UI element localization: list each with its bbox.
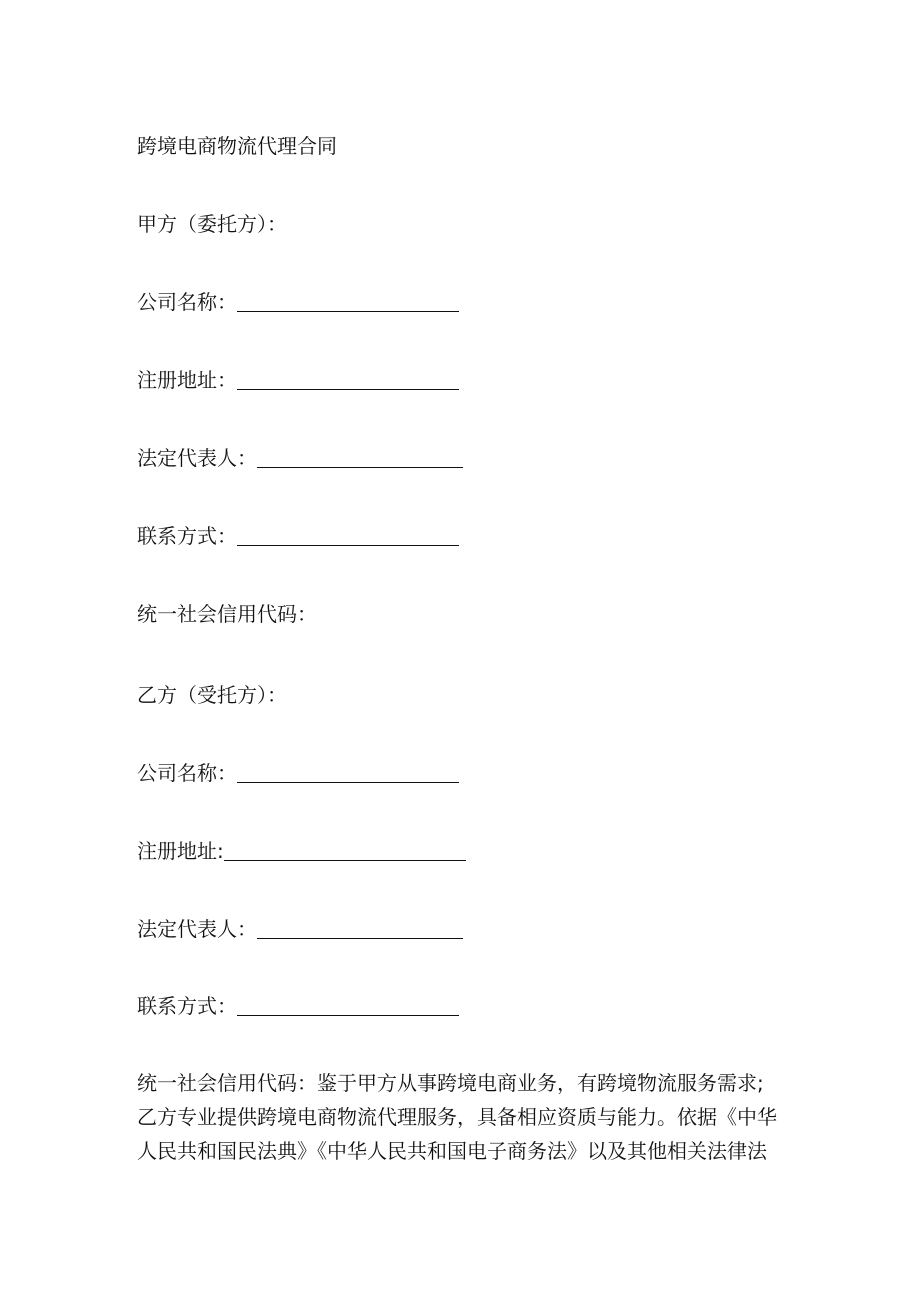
party-b-company-name-blank[interactable] [237, 760, 459, 783]
party-a-company-name-blank[interactable] [237, 289, 459, 312]
party-b-contact-row [137, 991, 459, 1021]
party-b-company-name-label: 公司名称： [137, 761, 237, 785]
party-b-legal-rep-label: 法定代表人： [137, 917, 257, 941]
party-a-contact-row [137, 521, 459, 551]
party-a-contact-blank[interactable] [237, 523, 459, 546]
party-a-legal-rep-blank[interactable] [257, 445, 463, 468]
preamble-paragraph [137, 1066, 785, 1168]
party-b-company-name-row [137, 758, 459, 788]
party-a-address-row [137, 365, 459, 395]
party-b-address-row [137, 836, 466, 866]
party-b-legal-rep-blank[interactable] [257, 916, 463, 939]
party-b-address-blank[interactable] [224, 838, 466, 861]
party-b-legal-rep-row [137, 914, 463, 944]
party-a-credit-code-label: 统一社会信用代码： [137, 602, 317, 626]
preamble-line: 统一社会信用代码：鉴于甲方从事跨境电商业务，有跨境物流服务需求; [137, 1071, 764, 1095]
party-a-address-blank[interactable] [237, 367, 459, 390]
party-a-heading: 甲方（委托方）： [137, 212, 287, 236]
party-b-address-label: 注册地址: [137, 839, 224, 863]
party-a-legal-rep-label: 法定代表人： [137, 446, 257, 470]
party-a-company-name-label: 公司名称： [137, 290, 237, 314]
party-a-legal-rep-row [137, 443, 463, 473]
party-a-contact-label: 联系方式： [137, 524, 237, 548]
party-b-heading: 乙方（受托方）： [137, 683, 287, 707]
preamble-line: 乙方专业提供跨境电商物流代理服务，具备相应资质与能力。依据《中华 [137, 1105, 777, 1129]
party-b-contact-blank[interactable] [237, 993, 459, 1016]
document-title: 跨境电商物流代理合同 [137, 134, 337, 158]
party-a-company-name-row [137, 287, 459, 317]
party-b-contact-label: 联系方式： [137, 994, 237, 1018]
party-a-address-label: 注册地址： [137, 368, 237, 392]
preamble-line: 人民共和国民法典》《中华人民共和国电子商务法》以及其他相关法律法 [137, 1139, 767, 1163]
